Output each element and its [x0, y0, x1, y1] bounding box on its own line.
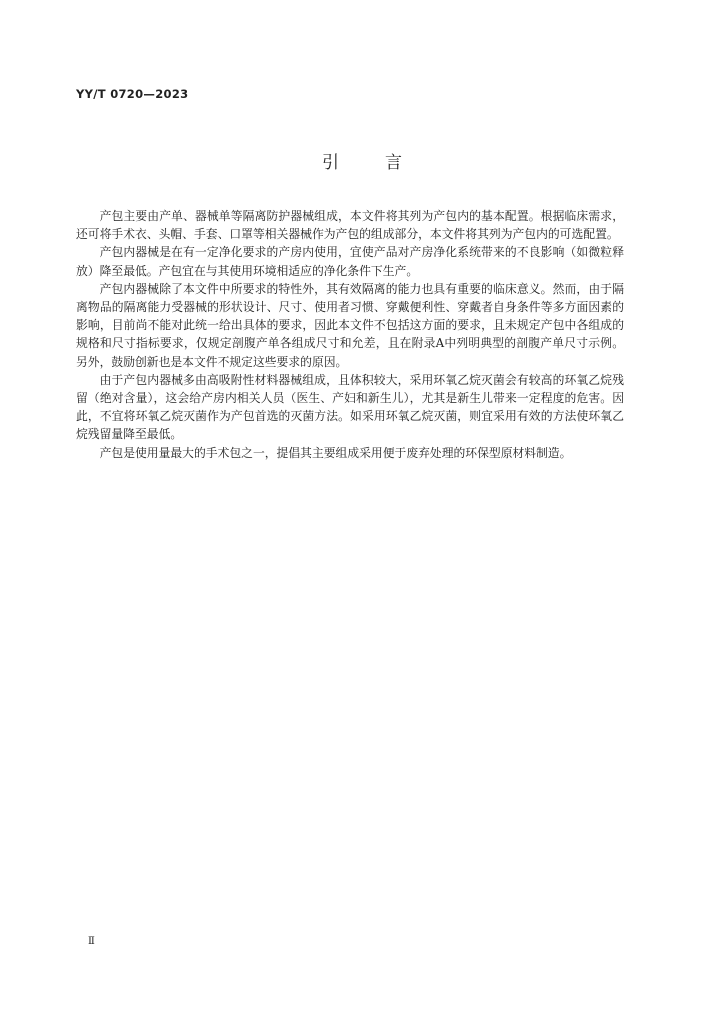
section-title: 引言: [322, 153, 448, 173]
paragraph-1: 产包主要由产单、器械单等隔离防护器械组成，本文件将其列为产包内的基本配置。根据临床需求，还可将手术衣、头帽、手套、口罩等相关器械作为产包的组成部分，本文件将其列为产包内的可选配置。: [76, 209, 624, 242]
paragraph-2: 产包内器械是在有一定净化要求的产房内使用，宜使产品对产房净化系统带来的不良影响（如微粒释放）降至最低。产包宜在与其使用环境相适应的净化条件下生产。: [76, 245, 624, 278]
paragraph-3: 产包内器械除了本文件中所要求的特性外，其有效隔离的能力也具有重要的临床意义。然而，由于隔离物品的隔离能力受器械的形状设计、尺寸、使用者习惯、穿戴便利性、穿戴者自身条件等多方面因素的影响，目前尚不能对此统一给出具体的要求，因此本文件不包括这方面的要求，且未规定产包中各组成的规格和尺寸指标要求，仅规定剖腹产单各组成尺寸和允差，且在附录A中列明典型的剖腹产单尺寸示例。另外，鼓励创新也是本文件不规定这些要求的原因。: [76, 281, 624, 369]
paragraph-5: 产包是使用量最大的手术包之一，提倡其主要组成采用便于废弃处理的环保型原材料制造。: [99, 445, 572, 460]
document-code-header: YY/T 0720—2023: [76, 87, 189, 101]
paragraph-4: 由于产包内器械多由高吸附性材料器械组成，且体积较大，采用环氧乙烷灭菌会有较高的环氧乙烷残留（绝对含量），这会给产房内相关人员（医生、产妇和新生儿），尤其是新生儿带来一定程度的危害。因此，不宜将环氧乙烷灭菌作为产包首选的灭菌方法。如采用环氧乙烷灭菌，则宜采用有效的方法使环氧乙烷残留量降至最低。: [76, 372, 624, 442]
page-number: Ⅱ: [88, 936, 95, 947]
body-text: [76, 207, 624, 462]
